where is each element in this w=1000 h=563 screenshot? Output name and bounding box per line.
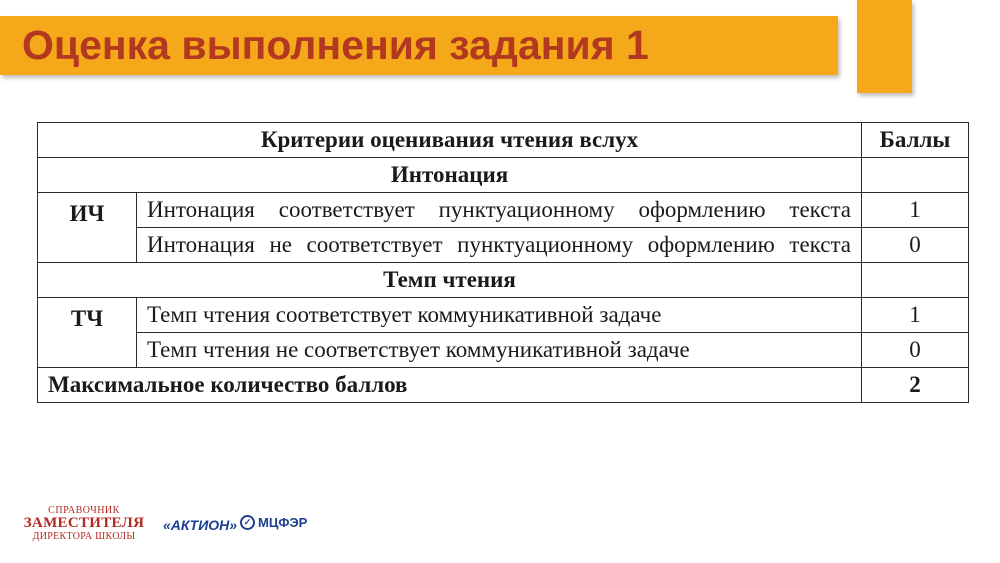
table-row (38, 333, 969, 368)
logo-line-1: СПРАВОЧНИК (48, 505, 120, 516)
criterion-score: 0 (862, 228, 969, 263)
criterion-score: 0 (862, 333, 969, 368)
mcfer-logo (240, 515, 307, 530)
criterion-code: ИЧ (38, 193, 137, 263)
table-row (38, 298, 969, 333)
criterion-description: Темп чтения не соответствует коммуникативной задаче (137, 333, 862, 368)
header-criteria: Критерии оценивания чтения вслух (38, 123, 862, 158)
criterion-description: Темп чтения соответствует коммуникативной задаче (137, 298, 862, 333)
criterion-code: ТЧ (38, 298, 137, 368)
total-label: Максимальное количество баллов (38, 368, 862, 403)
logo-line-2: ЗАМЕСТИТЕЛЯ (23, 515, 145, 531)
total-score: 2 (862, 368, 969, 403)
section-score-empty (862, 158, 969, 193)
section-title: Интонация (38, 158, 862, 193)
table-header-row (38, 123, 969, 158)
aktion-logo: «АКТИОН» (163, 517, 238, 533)
criterion-description: Интонация не соответствует пунктуационному оформлению текста (137, 228, 862, 263)
accent-block (857, 0, 912, 93)
publisher-logo (18, 505, 150, 542)
table-row (38, 193, 969, 228)
section-score-empty (862, 263, 969, 298)
section-header-row (38, 158, 969, 193)
section-title: Темп чтения (38, 263, 862, 298)
slide-title: Оценка выполнения задания 1 (22, 22, 649, 68)
table-row (38, 228, 969, 263)
criterion-description: Интонация соответствует пунктуационному оформлению текста (137, 193, 862, 228)
mcfer-icon: ✓ (240, 515, 255, 530)
total-row (38, 368, 969, 403)
criteria-table (37, 122, 969, 403)
criterion-score: 1 (862, 193, 969, 228)
criterion-score: 1 (862, 298, 969, 333)
header-score: Баллы (862, 123, 969, 158)
mcfer-label: МЦФЭР (258, 515, 308, 530)
section-header-row (38, 263, 969, 298)
title-banner (0, 16, 838, 75)
logo-line-3: ДИРЕКТОРА ШКОЛЫ (32, 531, 136, 542)
